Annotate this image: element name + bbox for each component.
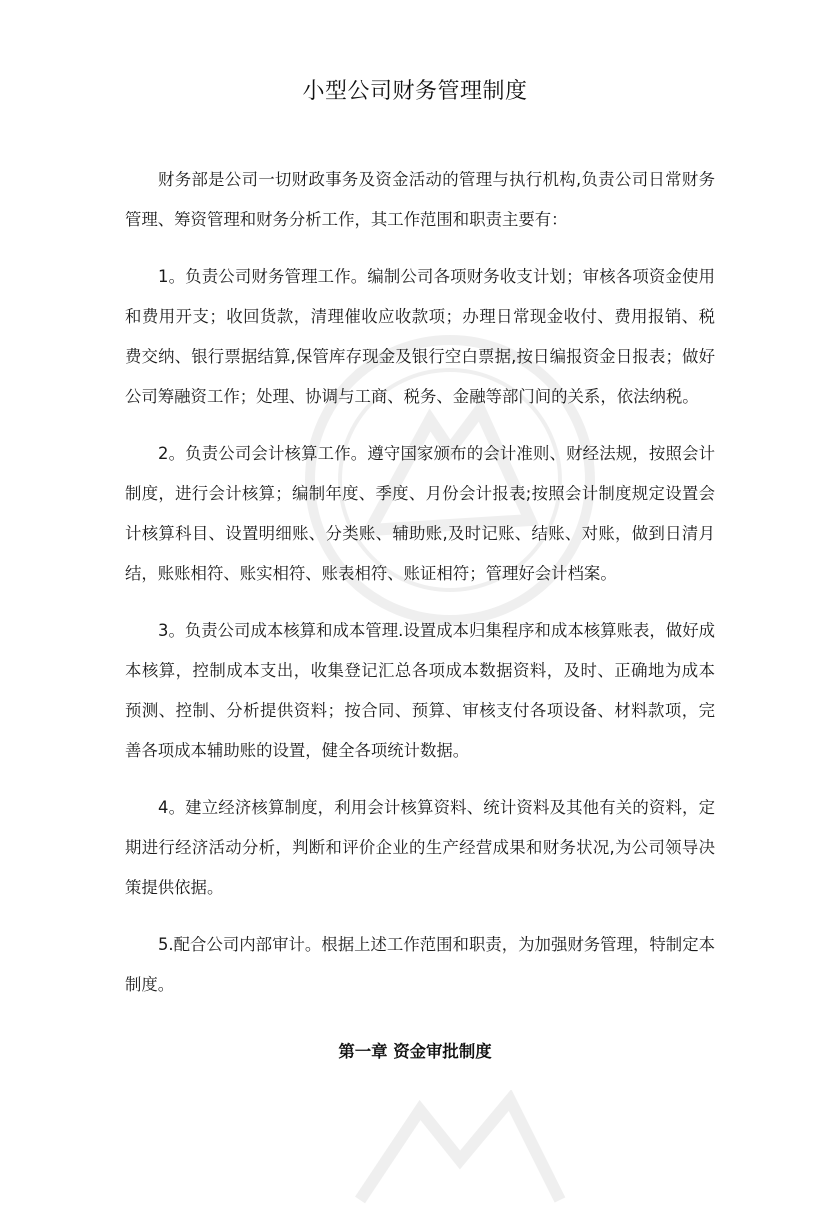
duty-paragraph-1: 1。负责公司财务管理工作。编制公司各项财务收支计划；审核各项资金使用和费用开支；收回货款，清理催收应收款项；办理日常现金收付、费用报销、税费交纳、银行票据结算,保管库存现金及银行空白票据,按日编报资金日报表；做好公司筹融资工作；处理、协调与工商、税务、金融等部门间的关系，依法纳税。 bbox=[125, 267, 715, 406]
document-body bbox=[125, 160, 715, 1022]
duty-paragraph-2: 2。负责公司会计核算工作。遵守国家颁布的会计准则、财经法规，按照会计制度，进行会计核算；编制年度、季度、月份会计报表;按照会计制度规定设置会计核算科目、设置明细账、分类账、辅助账,及时记账、结账、对账，做到日清月结，账账相符、账实相符、账表相符、账证相符；管理好会计档案。 bbox=[125, 444, 715, 583]
intro-paragraph: 财务部是公司一切财政事务及资金活动的管理与执行机构,负责公司日常财务管理、筹资管理和财务分析工作，其工作范围和职责主要有： bbox=[125, 170, 715, 229]
watermark-fragment-icon bbox=[340, 1090, 580, 1210]
duty-paragraph-5: 5.配合公司内部审计。根据上述工作范围和职责，为加强财务管理，特制定本制度。 bbox=[125, 935, 715, 994]
duty-paragraph-3: 3。负责公司成本核算和成本管理.设置成本归集程序和成本核算账表，做好成本核算，控制成本支出，收集登记汇总各项成本数据资料，及时、正确地为成本预测、控制、分析提供资料；按合同、预算、审核支付各项设备、材料款项，完善各项成本辅助账的设置，健全各项统计数据。 bbox=[125, 621, 715, 760]
duty-paragraph-4: 4。建立经济核算制度，利用会计核算资料、统计资料及其他有关的资料，定期进行经济活动分析，判断和评价企业的生产经营成果和财务状况,为公司领导决策提供依据。 bbox=[125, 798, 715, 897]
document-title: 小型公司财务管理制度 bbox=[302, 79, 528, 104]
chapter-heading: 第一章 资金审批制度 bbox=[338, 1042, 492, 1061]
